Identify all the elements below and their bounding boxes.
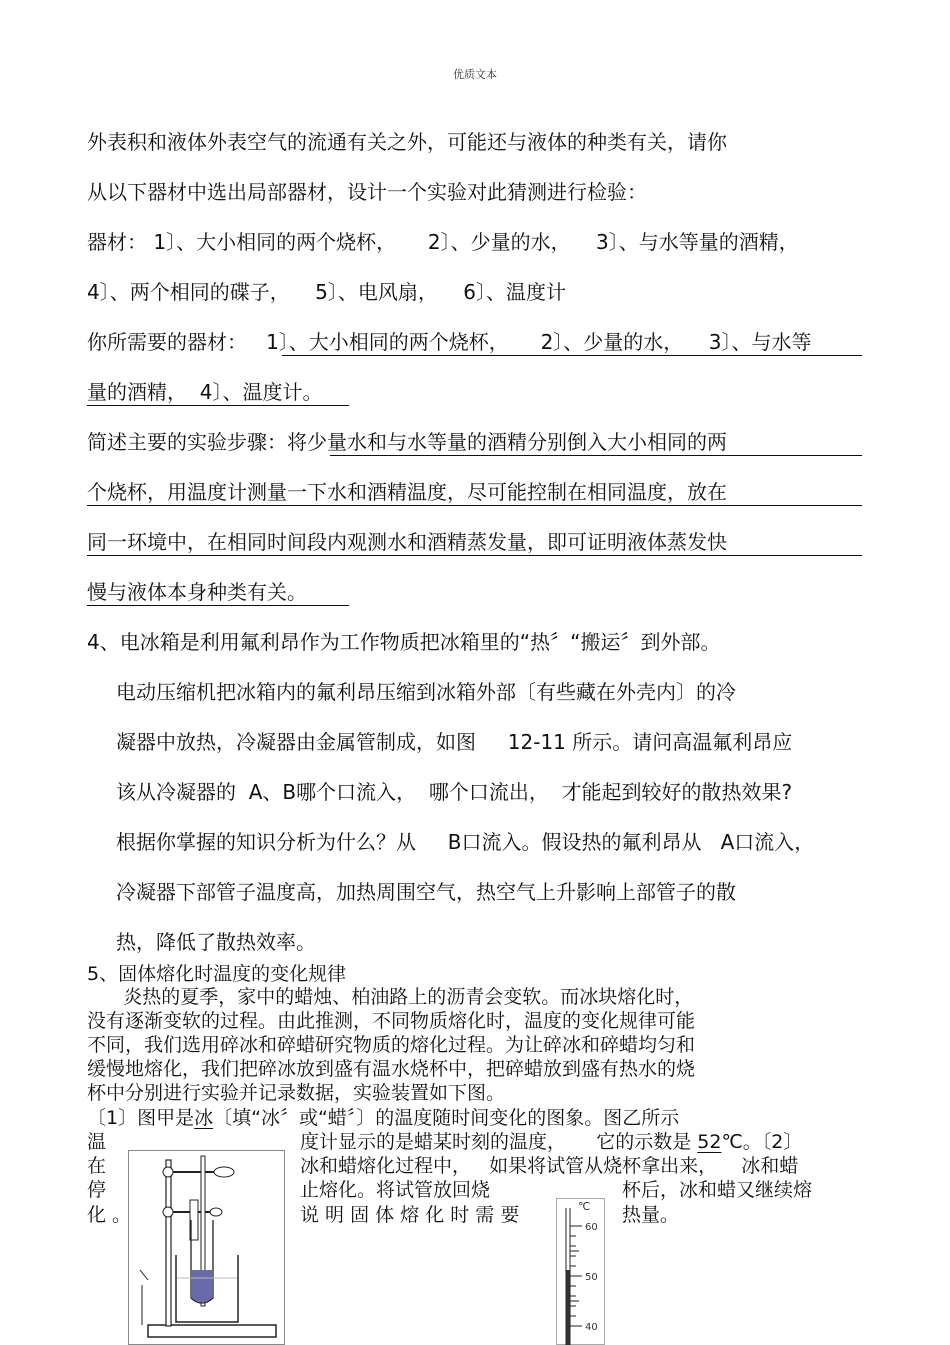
answer-underline <box>87 505 862 506</box>
text-line: 止熔化。将试管放回烧 <box>300 1179 491 1201</box>
text-line: 热，降低了散热效率。 <box>116 930 316 954</box>
text-line: 慢与液体本身种类有关。 <box>87 580 307 604</box>
text-line: 热量。 <box>622 1204 680 1226</box>
text-line: 该从冷凝器的 A、B哪个口流入， 哪个口流出， 才能起到较好的散热效果? <box>116 780 793 804</box>
thermometer-tick-label: 50 <box>585 1272 598 1283</box>
question-5-title: 5、固体熔化时温度的变化规律 <box>87 963 347 985</box>
text-line: 在 <box>87 1155 107 1177</box>
text-line: 你所需要的器材： 1〕、大小相同的两个烧杯， 2〕、少量的水， 3〕、与水等 <box>87 330 812 354</box>
text-line: 根据你掌握的知识分析为什么？从 B口流入。假设热的氟利昂从 A口流入， <box>116 830 815 854</box>
text-line: 没有逐渐变软的过程。由此推测，不同物质熔化时，温度的变化规律可能 <box>87 1010 696 1032</box>
text-line: 冷凝器下部管子温度高，加热周围空气，热空气上升影响上部管子的散 <box>116 880 736 904</box>
text-line: 温 <box>87 1131 107 1153</box>
text-line: 同一环境中，在相同时间段内观测水和酒精蒸发量，即可证明液体蒸发快 <box>87 530 727 554</box>
text-line: 缓慢地熔化，我们把碎冰放到盛有温水烧杯中，把碎蜡放到盛有热水的烧 <box>87 1058 696 1080</box>
text-line: 从以下器材中选出局部器材，设计一个实验对此猜测进行检验： <box>87 180 647 204</box>
text-line: 不同，我们选用碎冰和碎蜡研究物质的熔化过程。为让碎冰和碎蜡均匀和 <box>87 1034 696 1056</box>
text-line: 冰和蜡熔化过程中， 如果将试管从烧杯拿出来， 冰和蜡 <box>300 1155 799 1177</box>
text-line: 4〕、两个相同的碟子， 5〕、电风扇， 6〕、温度计 <box>87 280 567 304</box>
text-line: 量的酒精， 4〕、温度计。 <box>87 380 323 404</box>
text-line: 器材： 1〕、大小相同的两个烧杯， 2〕、少量的水， 3〕、与水等量的酒精， <box>87 230 799 254</box>
answer-ice: 冰 <box>194 1107 214 1129</box>
answer-underline <box>87 405 349 406</box>
apparatus-figure <box>128 1150 286 1345</box>
question-5-part-1: 〔1〕图甲是冰〔填“冰〞或“蜡〞〕的温度随时间变化的图象。图乙所示 <box>87 1107 680 1129</box>
text-line: 说 明 固 体 熔 化 时 需 要 <box>300 1204 520 1226</box>
reading-answer: 52 <box>697 1131 722 1153</box>
text-line: 外表积和液体外表空气的流通有关之外，可能还与液体的种类有关，请你 <box>87 130 727 154</box>
text-line: 电动压缩机把冰箱内的氟利昂压缩到冰箱外部〔有些藏在外壳内〕的冷 <box>116 680 736 704</box>
thermometer-tick-label: 60 <box>585 1222 598 1233</box>
page-header: 优质文本 <box>453 68 497 81</box>
answer-underline <box>330 455 862 456</box>
text-line: 炎热的夏季，家中的蜡烛、柏油路上的沥青会变软。而冰块熔化时， <box>87 986 694 1008</box>
text-line: 个烧杯，用温度计测量一下水和酒精温度，尽可能控制在相同温度，放在 <box>87 480 727 504</box>
text-line: 停 <box>87 1179 107 1201</box>
thermometer-unit: ℃ <box>578 1200 591 1213</box>
text-line: 简述主要的实验步骤：将少量水和与水等量的酒精分别倒入大小相同的两 <box>87 430 727 454</box>
text-line: 杯中分别进行实验并记录数据，实验装置如下图。 <box>87 1082 506 1104</box>
text-line: 化 。 <box>87 1204 132 1226</box>
text-line: 度计显示的是蜡某时刻的温度， 它的示数是 52℃。〔2〕 <box>300 1131 803 1153</box>
answer-underline <box>87 605 349 606</box>
answer-underline <box>282 355 862 356</box>
question-4: 4、电冰箱是利用氟利昂作为工作物质把冰箱里的“热〞“搬运〞到外部。 <box>87 630 721 654</box>
text-line: 杯后，冰和蜡又继续熔 <box>622 1179 813 1201</box>
thermometer-tick-label: 40 <box>585 1322 598 1333</box>
answer-underline <box>87 555 862 556</box>
text-line: 凝器中放热，冷凝器由金属管制成，如图 12-11 所示。请问高温氟利昂应 <box>116 730 793 754</box>
thermometer-figure <box>556 1198 606 1345</box>
